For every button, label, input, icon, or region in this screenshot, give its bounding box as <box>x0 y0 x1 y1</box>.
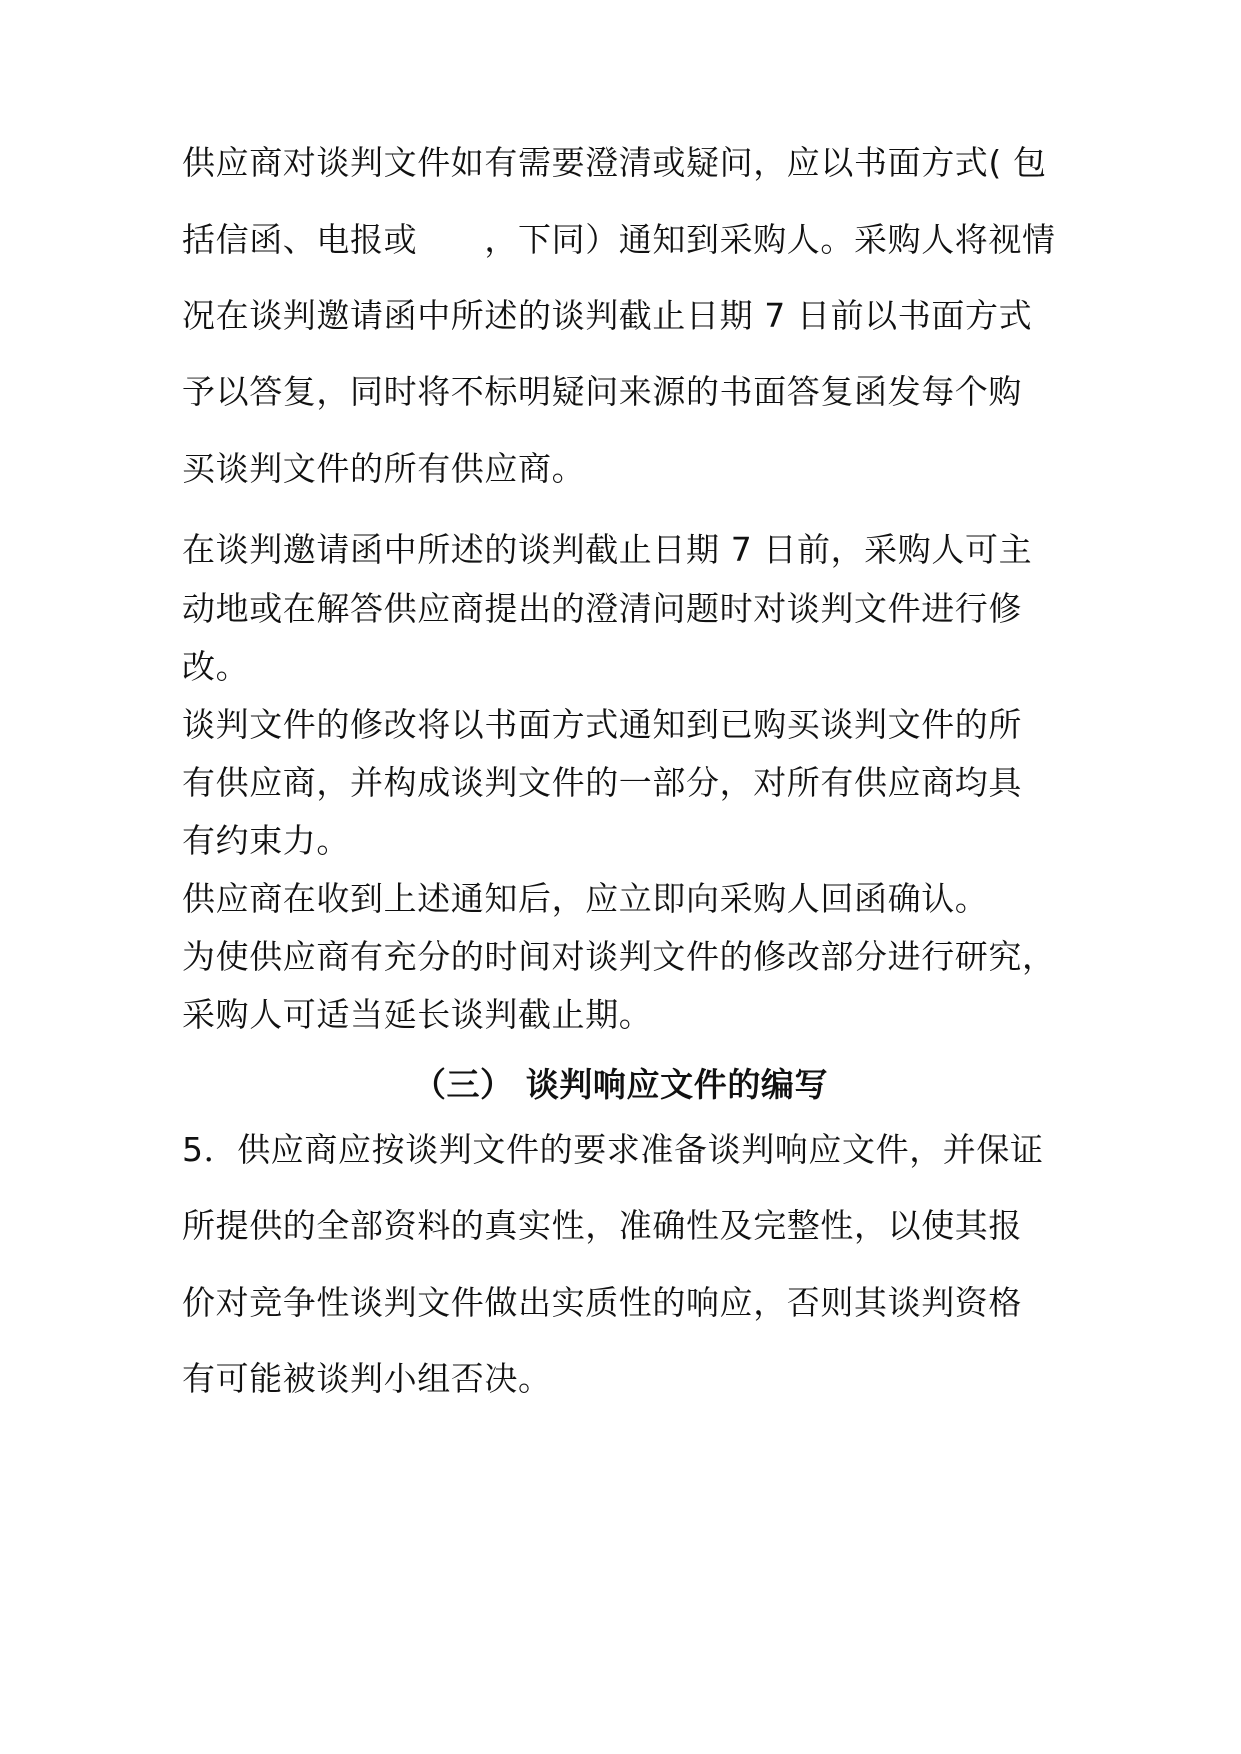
paragraph-line: 买谈判文件的所有供应商。 <box>182 449 586 488</box>
paragraph-line: 动地或在解答供应商提出的澄清问题时对谈判文件进行修 <box>182 589 1022 628</box>
paragraph-line: 予以答复，同时将不标明疑问来源的书面答复函发每个购 <box>182 372 1022 411</box>
paragraph-line: 在谈判邀请函中所述的谈判截止日期 7 日前，采购人可主 <box>182 530 1033 569</box>
paragraph-line: 供应商对谈判文件如有需要澄清或疑问，应以书面方式( 包 <box>182 143 1047 182</box>
paragraph-line: 有可能被谈判小组否决。 <box>182 1359 552 1398</box>
paragraph-line: 供应商在收到上述通知后，应立即向采购人回函确认。 <box>182 879 989 918</box>
paragraph-line: 价对竞争性谈判文件做出实质性的响应，否则其谈判资格 <box>182 1283 1022 1322</box>
paragraph-line: 改。 <box>182 647 250 686</box>
paragraph-line: 采购人可适当延长谈判截止期。 <box>182 995 653 1034</box>
paragraph-line: 况在谈判邀请函中所述的谈判截止日期 7 日前以书面方式 <box>182 296 1033 335</box>
paragraph-line: 有供应商，并构成谈判文件的一部分，对所有供应商均具 <box>182 763 1022 802</box>
section-heading: （三） 谈判响应文件的编写 <box>412 1065 829 1104</box>
paragraph-line: 有约束力。 <box>182 821 350 860</box>
paragraph-line: 所提供的全部资料的真实性，准确性及完整性，以使其报 <box>182 1206 1022 1245</box>
paragraph-line: 括信函、电报或 ，下同）通知到采购人。采购人将视情 <box>182 220 1056 259</box>
paragraph-line: 为使供应商有充分的时间对谈判文件的修改部分进行研究， <box>182 937 1056 976</box>
paragraph-line: 5．供应商应按谈判文件的要求准备谈判响应文件，并保证 <box>182 1130 1044 1169</box>
paragraph-line: 谈判文件的修改将以书面方式通知到已购买谈判文件的所 <box>182 705 1022 744</box>
